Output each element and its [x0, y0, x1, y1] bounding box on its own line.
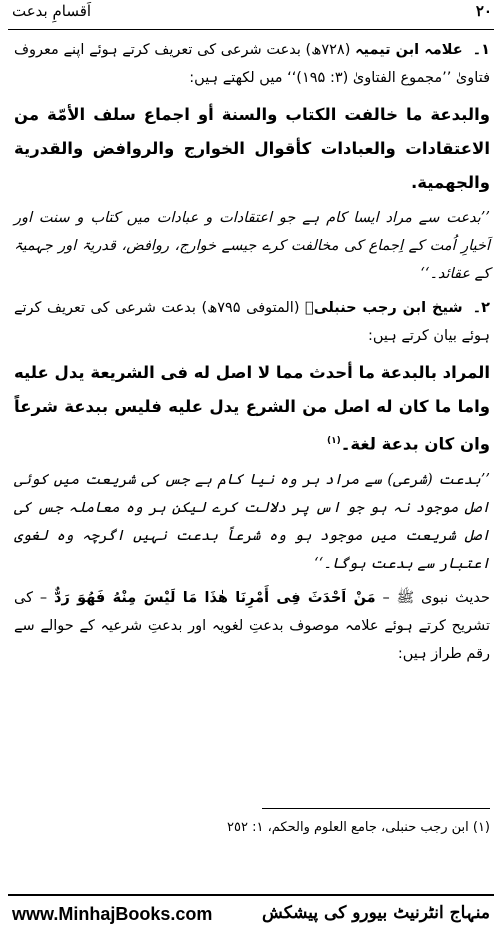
page-number: ۲۰	[475, 2, 492, 20]
footnote-divider	[262, 808, 490, 809]
page-body	[14, 36, 490, 668]
closing-start: حدیث نبوی ﷺ –	[375, 589, 490, 606]
section-2-translation: ’’بدعت (شرعی) سے مراد ہر وہ نیا کام ہے جس کی شریعت میں کوئی اصل موجود نہ ہو جو اس پر دلالت کرے لیکن ہر وہ معاملہ جس کی اصل شریعت میں موجود ہو وہ شرعاً بدعت نہیں اگرچہ وہ لغوی اعتبار سے بدعت ہوگا۔‘‘	[14, 471, 490, 572]
section-1-author: علامہ ابن تیمیہ	[355, 42, 463, 58]
closing-rest: – کی تشریح کرتے ہوئے علامہ موصوف بدعتِ لغویہ اور بدعتِ شرعیہ کے حوالے سے رقم طراز ہیں:	[14, 589, 490, 662]
section-2-intro-text: (المتوفی ۷۹۵ھ) بدعت شرعی کی تعریف کرتے ہوئے بیان کرتے ہیں:	[14, 300, 490, 344]
footer-publisher: منہاج انٹرنیٹ بیورو کی پیشکش	[262, 903, 490, 923]
footnote-marker[interactable]: (١)	[326, 436, 341, 446]
section-2-arabic-text: المراد بالبدعة ما أحدث مما لا اصل له فی الشريعة يدل عليه واما ما كان له اصل من الشرع يدل عليه فليس ببدعة شرعاً وان كان بدعة لغة۔	[14, 363, 490, 454]
section-2-author: شیخ ابن رجب حنبلیؒ	[305, 300, 463, 316]
section-1-intro-text: (۷۲۸ھ) بدعت شرعی کی تعریف کرتے ہوئے اپنے معروف فتاویٰ ’’مجموع الفتاویٰ (۳: ۱۹۵)‘‘ میں لکھتے ہیں:	[14, 42, 490, 86]
section-1-number: ١۔	[472, 42, 490, 58]
section-1-arabic-quote: والبدعة ما خالفت الكتاب والسنة أو اجماع سلف الأمّة من الاعتقادات والعبادات كأقوال الخوارج والروافض والقدرية والجهمية.	[14, 105, 490, 192]
footer-divider	[8, 894, 494, 896]
section-2-number: ٢۔	[472, 300, 491, 316]
footnote: (١) ابن رجب حنبلی، جامع العلوم والحکم، ١: ٢٥٢	[227, 820, 490, 835]
footer-website-link[interactable]: www.MinhajBooks.com	[12, 904, 213, 924]
section-2-intro	[14, 294, 490, 350]
section-1-translation: ’’بدعت سے مراد ایسا کام ہے جو اعتقادات و عبادات میں کتاب و سنت اور اَخیارِ اُمت کے اِجماع کی مخالفت کرے جیسے خوارج، روافض، قدریۃ اور جہمیۃ کے عقائد۔‘‘	[14, 210, 490, 282]
running-title: اَقسامِ بدعت	[12, 2, 92, 20]
header-divider	[8, 29, 494, 30]
page-header	[8, 2, 494, 26]
section-2-arabic-quote	[14, 356, 490, 462]
closing-paragraph	[14, 584, 490, 668]
hadith-text: مَنْ اَحْدَثَ فِی أَمْرِنَا هٰذَا مَا لَيْسَ مِنْهُ فَهُوَ رَدٌّ	[54, 589, 376, 606]
section-1-intro	[14, 36, 490, 92]
